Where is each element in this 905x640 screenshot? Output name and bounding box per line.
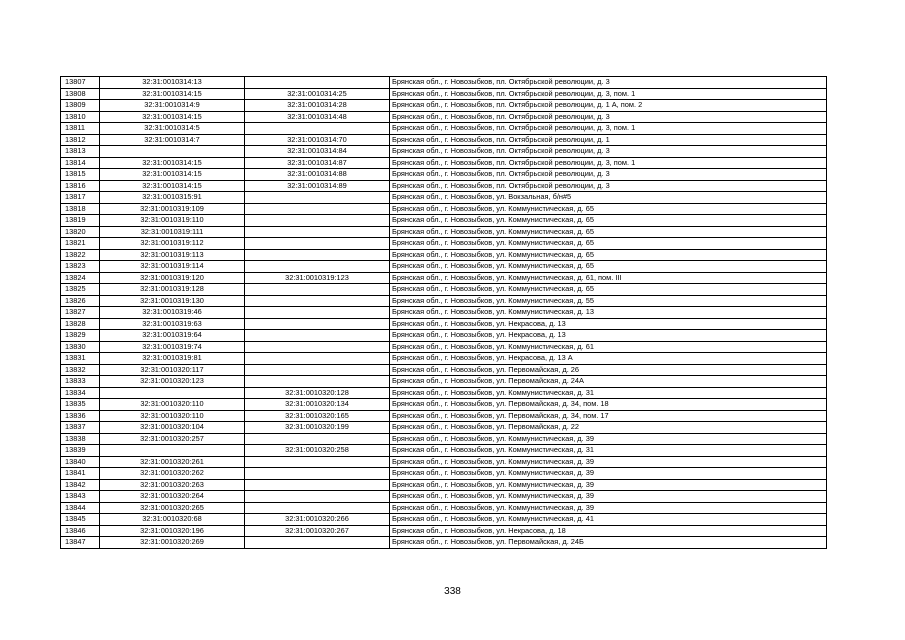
related-cadastral-number-cell: 32:31:0010314:87: [245, 157, 390, 169]
row-number-cell: 13807: [61, 77, 100, 89]
row-number-cell: 13808: [61, 88, 100, 100]
table-row: [61, 215, 827, 227]
row-number-cell: 13834: [61, 387, 100, 399]
address-cell: Брянская обл., г. Новозыбков, ул. Коммунистическая, д. 41: [390, 514, 827, 526]
address-cell: Брянская обл., г. Новозыбков, ул. Первомайская, д. 24Б: [390, 537, 827, 549]
related-cadastral-number-cell: [245, 215, 390, 227]
table-row: [61, 433, 827, 445]
related-cadastral-number-cell: [245, 318, 390, 330]
address-cell: Брянская обл., г. Новозыбков, ул. Некрасова, д. 13: [390, 330, 827, 342]
table-row: [61, 387, 827, 399]
related-cadastral-number-cell: 32:31:0010314:48: [245, 111, 390, 123]
cadastral-number-cell: 32:31:0010314:15: [100, 180, 245, 192]
cadastral-number-cell: 32:31:0010320:104: [100, 422, 245, 434]
related-cadastral-number-cell: [245, 353, 390, 365]
row-number-cell: 13810: [61, 111, 100, 123]
address-cell: Брянская обл., г. Новозыбков, ул. Некрасова, д. 13 А: [390, 353, 827, 365]
address-cell: Брянская обл., г. Новозыбков, ул. Коммунистическая, д. 65: [390, 238, 827, 250]
table-row: [61, 123, 827, 135]
cadastral-number-cell: 32:31:0010319:81: [100, 353, 245, 365]
address-cell: Брянская обл., г. Новозыбков, ул. Коммунистическая, д. 61, пом. III: [390, 272, 827, 284]
address-cell: Брянская обл., г. Новозыбков, пл. Октябрьской революции, д. 3: [390, 169, 827, 181]
cadastral-number-cell: 32:31:0010319:114: [100, 261, 245, 273]
address-cell: Брянская обл., г. Новозыбков, ул. Коммунистическая, д. 13: [390, 307, 827, 319]
table-row: [61, 169, 827, 181]
row-number-cell: 13832: [61, 364, 100, 376]
cadastral-number-cell: 32:31:0010320:123: [100, 376, 245, 388]
row-number-cell: 13843: [61, 491, 100, 503]
cadastral-number-cell: 32:31:0010314:13: [100, 77, 245, 89]
related-cadastral-number-cell: [245, 502, 390, 514]
row-number-cell: 13845: [61, 514, 100, 526]
address-cell: Брянская обл., г. Новозыбков, ул. Коммунистическая, д. 65: [390, 215, 827, 227]
cadastral-number-cell: 32:31:0010320:257: [100, 433, 245, 445]
related-cadastral-number-cell: [245, 376, 390, 388]
related-cadastral-number-cell: [245, 491, 390, 503]
table-row: [61, 456, 827, 468]
row-number-cell: 13818: [61, 203, 100, 215]
table-row: [61, 192, 827, 204]
address-cell: Брянская обл., г. Новозыбков, ул. Коммунистическая, д. 65: [390, 284, 827, 296]
address-cell: Брянская обл., г. Новозыбков, ул. Первомайская, д. 26: [390, 364, 827, 376]
row-number-cell: 13844: [61, 502, 100, 514]
address-cell: Брянская обл., г. Новозыбков, ул. Некрасова, д. 18: [390, 525, 827, 537]
row-number-cell: 13836: [61, 410, 100, 422]
table-row: [61, 479, 827, 491]
address-cell: Брянская обл., г. Новозыбков, ул. Коммунистическая, д. 55: [390, 295, 827, 307]
table-row: [61, 111, 827, 123]
related-cadastral-number-cell: [245, 203, 390, 215]
address-cell: Брянская обл., г. Новозыбков, ул. Коммунистическая, д. 39: [390, 502, 827, 514]
row-number-cell: 13830: [61, 341, 100, 353]
row-number-cell: 13816: [61, 180, 100, 192]
address-cell: Брянская обл., г. Новозыбков, ул. Коммунистическая, д. 39: [390, 468, 827, 480]
related-cadastral-number-cell: [245, 479, 390, 491]
table-row: [61, 261, 827, 273]
table-row: [61, 249, 827, 261]
row-number-cell: 13835: [61, 399, 100, 411]
cadastral-number-cell: 32:31:0010320:263: [100, 479, 245, 491]
property-registry-table: [60, 76, 827, 549]
cadastral-number-cell: 32:31:0010314:15: [100, 157, 245, 169]
cadastral-number-cell: 32:31:0010319:128: [100, 284, 245, 296]
table-row: [61, 238, 827, 250]
cadastral-number-cell: 32:31:0010320:196: [100, 525, 245, 537]
address-cell: Брянская обл., г. Новозыбков, ул. Коммунистическая, д. 65: [390, 226, 827, 238]
related-cadastral-number-cell: 32:31:0010320:165: [245, 410, 390, 422]
cadastral-number-cell: 32:31:0010319:130: [100, 295, 245, 307]
row-number-cell: 13824: [61, 272, 100, 284]
cadastral-number-cell: 32:31:0010319:64: [100, 330, 245, 342]
row-number-cell: 13822: [61, 249, 100, 261]
address-cell: Брянская обл., г. Новозыбков, ул. Коммунистическая, д. 65: [390, 249, 827, 261]
related-cadastral-number-cell: [245, 341, 390, 353]
address-cell: Брянская обл., г. Новозыбков, пл. Октябрьской революции, д. 1: [390, 134, 827, 146]
related-cadastral-number-cell: [245, 330, 390, 342]
row-number-cell: 13819: [61, 215, 100, 227]
table-row: [61, 203, 827, 215]
row-number-cell: 13827: [61, 307, 100, 319]
row-number-cell: 13837: [61, 422, 100, 434]
cadastral-number-cell: 32:31:0010319:63: [100, 318, 245, 330]
table-row: [61, 525, 827, 537]
cadastral-number-cell: [100, 387, 245, 399]
address-cell: Брянская обл., г. Новозыбков, ул. Коммунистическая, д. 31: [390, 387, 827, 399]
row-number-cell: 13814: [61, 157, 100, 169]
row-number-cell: 13823: [61, 261, 100, 273]
cadastral-number-cell: 32:31:0010314:15: [100, 169, 245, 181]
row-number-cell: 13833: [61, 376, 100, 388]
related-cadastral-number-cell: [245, 433, 390, 445]
cadastral-number-cell: 32:31:0010319:109: [100, 203, 245, 215]
table-row: [61, 502, 827, 514]
address-cell: Брянская обл., г. Новозыбков, пл. Октябрьской революции, д. 3: [390, 77, 827, 89]
cadastral-number-cell: 32:31:0010320:110: [100, 399, 245, 411]
address-cell: Брянская обл., г. Новозыбков, пл. Октябрьской революции, д. 3: [390, 146, 827, 158]
related-cadastral-number-cell: 32:31:0010320:199: [245, 422, 390, 434]
table-row: [61, 468, 827, 480]
address-cell: Брянская обл., г. Новозыбков, ул. Коммунистическая, д. 39: [390, 433, 827, 445]
related-cadastral-number-cell: 32:31:0010314:28: [245, 100, 390, 112]
table-row: [61, 341, 827, 353]
table-row: [61, 399, 827, 411]
row-number-cell: 13831: [61, 353, 100, 365]
row-number-cell: 13829: [61, 330, 100, 342]
row-number-cell: 13813: [61, 146, 100, 158]
related-cadastral-number-cell: 32:31:0010314:84: [245, 146, 390, 158]
related-cadastral-number-cell: 32:31:0010320:266: [245, 514, 390, 526]
cadastral-number-cell: 32:31:0010320:117: [100, 364, 245, 376]
related-cadastral-number-cell: 32:31:0010314:70: [245, 134, 390, 146]
row-number-cell: 13821: [61, 238, 100, 250]
table-row: [61, 491, 827, 503]
cadastral-number-cell: 32:31:0010319:113: [100, 249, 245, 261]
row-number-cell: 13811: [61, 123, 100, 135]
table-row: [61, 100, 827, 112]
cadastral-number-cell: 32:31:0010314:15: [100, 111, 245, 123]
address-cell: Брянская обл., г. Новозыбков, пл. Октябрьской революции, д. 3: [390, 111, 827, 123]
address-cell: Брянская обл., г. Новозыбков, ул. Коммунистическая, д. 31: [390, 445, 827, 457]
cadastral-number-cell: 32:31:0010319:120: [100, 272, 245, 284]
cadastral-number-cell: [100, 146, 245, 158]
table-row: [61, 376, 827, 388]
address-cell: Брянская обл., г. Новозыбков, пл. Октябрьской революции, д. 3, пом. 1: [390, 88, 827, 100]
table-row: [61, 180, 827, 192]
related-cadastral-number-cell: [245, 77, 390, 89]
table-row: [61, 77, 827, 89]
related-cadastral-number-cell: [245, 307, 390, 319]
related-cadastral-number-cell: [245, 364, 390, 376]
address-cell: Брянская обл., г. Новозыбков, ул. Первомайская, д. 34, пом. 17: [390, 410, 827, 422]
cadastral-number-cell: 32:31:0010314:7: [100, 134, 245, 146]
related-cadastral-number-cell: 32:31:0010320:258: [245, 445, 390, 457]
cadastral-number-cell: 32:31:0010320:264: [100, 491, 245, 503]
cadastral-number-cell: 32:31:0010320:110: [100, 410, 245, 422]
related-cadastral-number-cell: [245, 226, 390, 238]
table-row: [61, 295, 827, 307]
row-number-cell: 13817: [61, 192, 100, 204]
address-cell: Брянская обл., г. Новозыбков, ул. Вокзальная, б/н#5: [390, 192, 827, 204]
table-row: [61, 330, 827, 342]
cadastral-number-cell: 32:31:0010319:46: [100, 307, 245, 319]
row-number-cell: 13841: [61, 468, 100, 480]
row-number-cell: 13840: [61, 456, 100, 468]
cadastral-number-cell: 32:31:0010320:261: [100, 456, 245, 468]
address-cell: Брянская обл., г. Новозыбков, ул. Первомайская, д. 34, пом. 18: [390, 399, 827, 411]
row-number-cell: 13842: [61, 479, 100, 491]
table-row: [61, 157, 827, 169]
address-cell: Брянская обл., г. Новозыбков, ул. Коммунистическая, д. 39: [390, 491, 827, 503]
table-row: [61, 514, 827, 526]
cadastral-number-cell: 32:31:0010320:262: [100, 468, 245, 480]
related-cadastral-number-cell: [245, 456, 390, 468]
table-row: [61, 226, 827, 238]
related-cadastral-number-cell: 32:31:0010314:25: [245, 88, 390, 100]
related-cadastral-number-cell: 32:31:0010314:88: [245, 169, 390, 181]
cadastral-number-cell: 32:31:0010320:265: [100, 502, 245, 514]
cadastral-number-cell: 32:31:0010314:5: [100, 123, 245, 135]
related-cadastral-number-cell: 32:31:0010319:123: [245, 272, 390, 284]
address-cell: Брянская обл., г. Новозыбков, ул. Коммунистическая, д. 39: [390, 479, 827, 491]
table-row: [61, 307, 827, 319]
table-row: [61, 88, 827, 100]
page-number: 338: [444, 586, 461, 597]
address-cell: Брянская обл., г. Новозыбков, ул. Коммунистическая, д. 65: [390, 203, 827, 215]
related-cadastral-number-cell: 32:31:0010320:128: [245, 387, 390, 399]
address-cell: Брянская обл., г. Новозыбков, ул. Некрасова, д. 13: [390, 318, 827, 330]
row-number-cell: 13809: [61, 100, 100, 112]
table-row: [61, 146, 827, 158]
table-row: [61, 364, 827, 376]
related-cadastral-number-cell: [245, 123, 390, 135]
address-cell: Брянская обл., г. Новозыбков, пл. Октябрьской революции, д. 3, пом. 1: [390, 123, 827, 135]
related-cadastral-number-cell: 32:31:0010320:134: [245, 399, 390, 411]
table-row: [61, 422, 827, 434]
address-cell: Брянская обл., г. Новозыбков, ул. Первомайская, д. 24А: [390, 376, 827, 388]
related-cadastral-number-cell: [245, 295, 390, 307]
cadastral-number-cell: 32:31:0010320:269: [100, 537, 245, 549]
related-cadastral-number-cell: [245, 468, 390, 480]
related-cadastral-number-cell: 32:31:0010314:89: [245, 180, 390, 192]
table-row: [61, 318, 827, 330]
address-cell: Брянская обл., г. Новозыбков, ул. Первомайская, д. 22: [390, 422, 827, 434]
related-cadastral-number-cell: [245, 537, 390, 549]
registry-table-body: [61, 77, 827, 549]
table-row: [61, 445, 827, 457]
table-row: [61, 134, 827, 146]
table-row: [61, 284, 827, 296]
address-cell: Брянская обл., г. Новозыбков, ул. Коммунистическая, д. 39: [390, 456, 827, 468]
table-row: [61, 272, 827, 284]
related-cadastral-number-cell: [245, 192, 390, 204]
row-number-cell: 13839: [61, 445, 100, 457]
row-number-cell: 13812: [61, 134, 100, 146]
related-cadastral-number-cell: [245, 238, 390, 250]
row-number-cell: 13846: [61, 525, 100, 537]
related-cadastral-number-cell: [245, 261, 390, 273]
row-number-cell: 13820: [61, 226, 100, 238]
address-cell: Брянская обл., г. Новозыбков, ул. Коммунистическая, д. 61: [390, 341, 827, 353]
cadastral-number-cell: [100, 445, 245, 457]
cadastral-number-cell: 32:31:0010314:15: [100, 88, 245, 100]
cadastral-number-cell: 32:31:0010319:110: [100, 215, 245, 227]
address-cell: Брянская обл., г. Новозыбков, ул. Коммунистическая, д. 65: [390, 261, 827, 273]
table-row: [61, 537, 827, 549]
cadastral-number-cell: 32:31:0010315:91: [100, 192, 245, 204]
row-number-cell: 13847: [61, 537, 100, 549]
row-number-cell: 13815: [61, 169, 100, 181]
cadastral-number-cell: 32:31:0010319:74: [100, 341, 245, 353]
related-cadastral-number-cell: 32:31:0010320:267: [245, 525, 390, 537]
cadastral-number-cell: 32:31:0010320:68: [100, 514, 245, 526]
cadastral-number-cell: 32:31:0010314:9: [100, 100, 245, 112]
address-cell: Брянская обл., г. Новозыбков, пл. Октябрьской революции, д. 3, пом. 1: [390, 157, 827, 169]
address-cell: Брянская обл., г. Новозыбков, пл. Октябрьской революции, д. 3: [390, 180, 827, 192]
table-row: [61, 353, 827, 365]
row-number-cell: 13828: [61, 318, 100, 330]
related-cadastral-number-cell: [245, 249, 390, 261]
row-number-cell: 13838: [61, 433, 100, 445]
row-number-cell: 13825: [61, 284, 100, 296]
cadastral-number-cell: 32:31:0010319:112: [100, 238, 245, 250]
table-row: [61, 410, 827, 422]
related-cadastral-number-cell: [245, 284, 390, 296]
row-number-cell: 13826: [61, 295, 100, 307]
cadastral-number-cell: 32:31:0010319:111: [100, 226, 245, 238]
address-cell: Брянская обл., г. Новозыбков, пл. Октябрьской революции, д. 1 А, пом. 2: [390, 100, 827, 112]
